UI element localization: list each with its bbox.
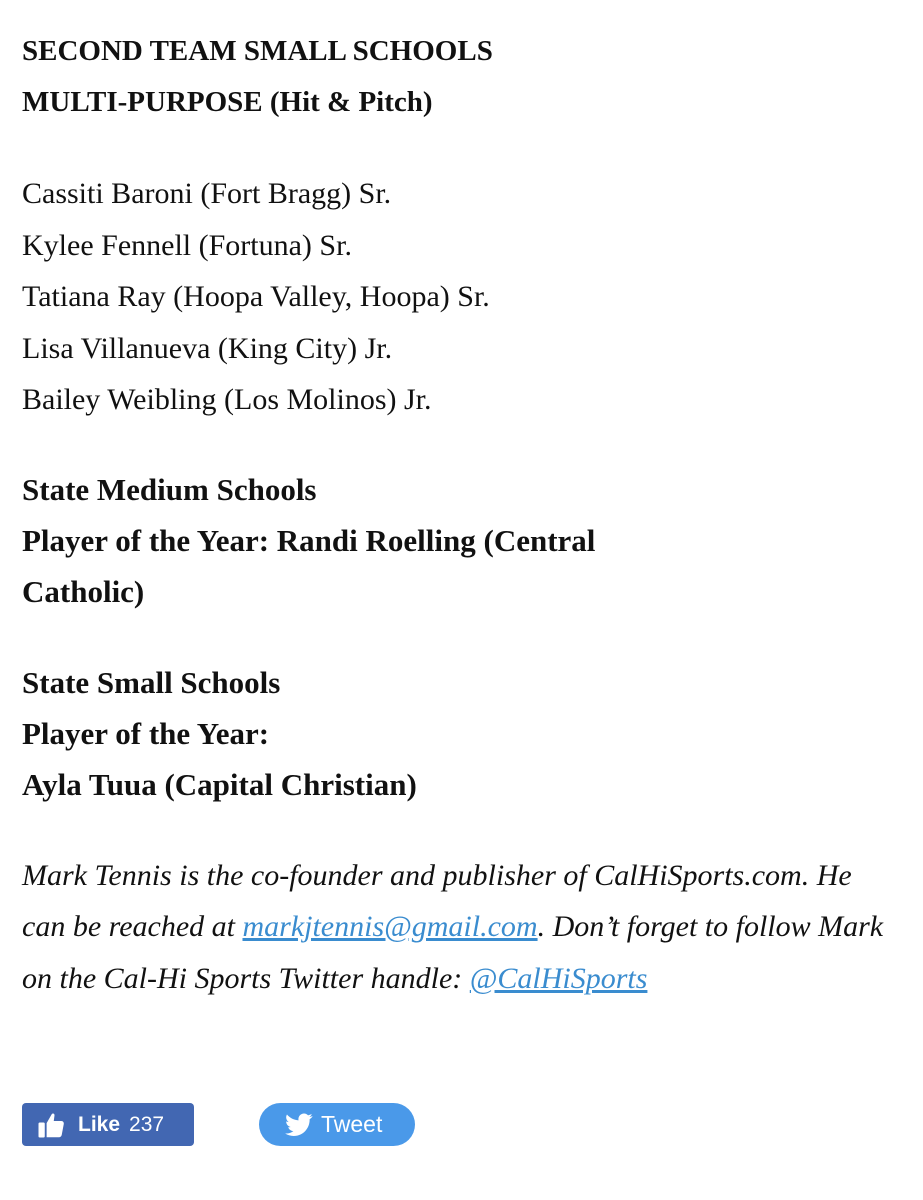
award-heading: State Medium Schools <box>22 471 317 507</box>
email-link[interactable]: markjtennis@gmail.com <box>242 910 538 943</box>
bio-text-follow: . Don’t forget to follow Mark on the Cal-Hi Sports Twitter handle: <box>22 910 884 995</box>
like-count: 237 <box>129 1112 165 1136</box>
award-winner-line: Player of the Year: Randi Roelling (Central <box>22 522 596 558</box>
award-winner-line-cont: Catholic) <box>22 573 145 609</box>
social-share-bar <box>22 1103 522 1146</box>
tweet-label: Tweet <box>321 1111 383 1137</box>
award-subheading: Player of the Year: <box>22 715 270 751</box>
twitter-bird-icon <box>285 1113 313 1137</box>
list-item: Tatiana Ray (Hoopa Valley, Hoopa) Sr. <box>22 280 490 313</box>
award-heading: State Small Schools <box>22 664 281 700</box>
small-schools-award <box>22 657 902 810</box>
like-label: Like <box>78 1112 121 1136</box>
list-item: Kylee Fennell (Fortuna) Sr. <box>22 228 352 262</box>
bio-text: Mark Tennis is the co-founder and publisher of CalHiSports.com. He can be reached at <box>22 858 852 943</box>
list-item: Lisa Villanueva (King City) Jr. <box>22 331 393 365</box>
twitter-handle-link[interactable]: @CalHiSports <box>469 961 648 995</box>
medium-schools-award <box>22 464 902 617</box>
tweet-button[interactable] <box>259 1103 415 1146</box>
list-item: Cassiti Baroni (Fort Bragg) Sr. <box>22 177 392 210</box>
facebook-like-button[interactable] <box>22 1103 194 1146</box>
section-heading-line2: MULTI-PURPOSE (Hit & Pitch) <box>22 86 433 118</box>
thumbs-up-icon <box>36 1110 66 1140</box>
list-item: Bailey Weibling (Los Molinos) Jr. <box>22 383 432 416</box>
author-bio <box>22 850 902 1005</box>
player-list <box>22 168 902 426</box>
article-body <box>22 26 902 1004</box>
section-heading-line1: SECOND TEAM SMALL SCHOOLS <box>22 35 493 67</box>
award-winner: Ayla Tuua (Capital Christian) <box>22 766 417 802</box>
